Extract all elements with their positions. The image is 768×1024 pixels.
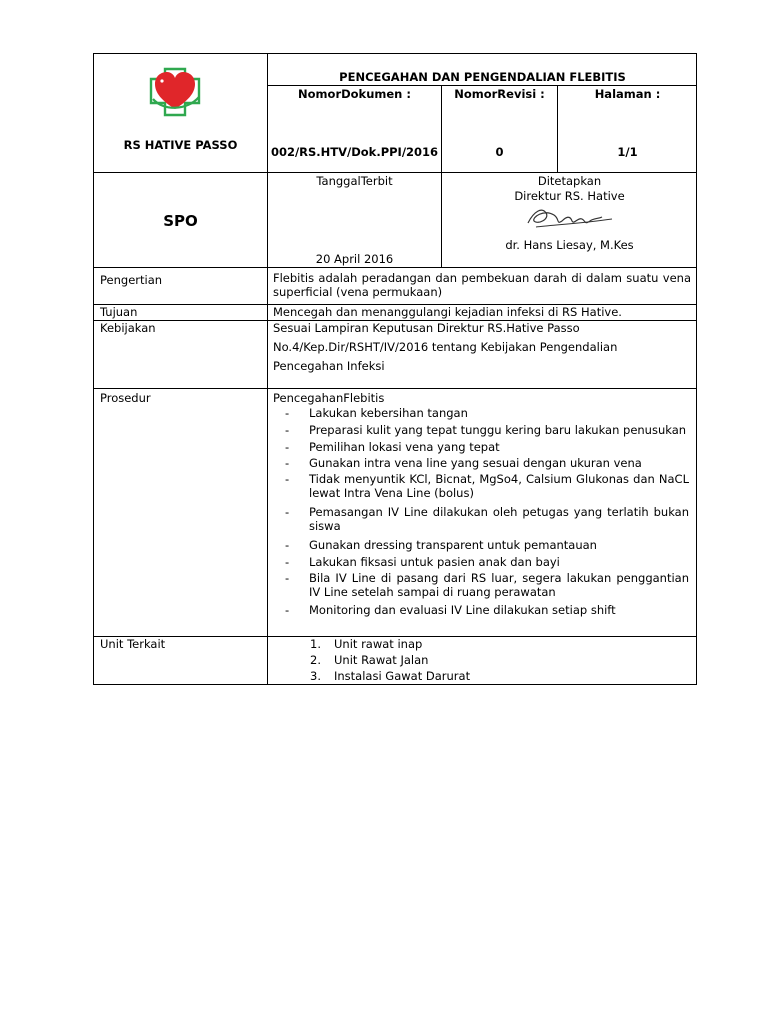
rule xyxy=(267,85,697,86)
bullet: - xyxy=(285,472,290,486)
bullet: - xyxy=(285,456,290,470)
direktur-label: Direktur RS. Hative xyxy=(514,189,625,203)
list-item-text: Gunakan intra vena line yang sesuai dengan ukuran vena xyxy=(309,456,642,470)
bullet: - xyxy=(285,440,290,454)
rule xyxy=(94,388,697,389)
kebijakan-line: Sesuai Lampiran Keputusan Direktur RS.Hative Passo xyxy=(273,321,580,335)
pengertian-label: Pengertian xyxy=(100,273,163,287)
bullet: - xyxy=(285,538,290,552)
bullet: - xyxy=(285,423,290,437)
ditetapkan-label: Ditetapkan xyxy=(537,174,602,188)
spo-document xyxy=(93,53,697,685)
list-item xyxy=(285,538,689,552)
unit-terkait-label: Unit Terkait xyxy=(100,637,166,651)
rule xyxy=(94,172,697,173)
list-item-text: Unit Rawat Jalan xyxy=(334,653,429,667)
document-title: PENCEGAHAN DAN PENGENDALIAN FLEBITIS xyxy=(339,70,626,84)
bullet: - xyxy=(285,555,290,569)
tanggal-terbit-value: 20 April 2016 xyxy=(315,252,394,266)
bullet: - xyxy=(285,571,290,585)
list-item-text: Pemasangan IV Line dilakukan oleh petugas yang terlatih bukan siswa xyxy=(309,505,689,533)
list-item-text: Gunakan dressing transparent untuk pemantauan xyxy=(309,538,597,552)
list-number: 3. xyxy=(310,669,321,683)
nomor-revisi-label: NomorRevisi : xyxy=(454,87,545,101)
list-item xyxy=(310,669,471,683)
list-item-text: Bila IV Line di pasang dari RS luar, segera lakukan penggantian IV Line setelah sampai di ruang perawatan xyxy=(309,571,689,599)
list-item xyxy=(285,571,689,599)
list-item-text: Instalasi Gawat Darurat xyxy=(334,669,471,683)
list-item-text: Lakukan fiksasi untuk pasien anak dan bayi xyxy=(309,555,560,569)
kebijakan-label: Kebijakan xyxy=(100,321,156,335)
nomor-dokumen-value: 002/RS.HTV/Dok.PPI/2016 xyxy=(270,145,439,159)
list-item-text: Monitoring dan evaluasi IV Line dilakukan setiap shift xyxy=(309,603,616,617)
list-item xyxy=(285,472,689,500)
prosedur-heading: PencegahanFlebitis xyxy=(273,391,385,405)
bullet: - xyxy=(285,505,290,519)
rule xyxy=(94,267,697,268)
prosedur-label: Prosedur xyxy=(100,391,151,405)
list-item xyxy=(285,440,689,454)
kebijakan-line: No.4/Kep.Dir/RSHT/IV/2016 tentang Kebijakan Pengendalian xyxy=(273,340,618,354)
nomor-revisi-value: 0 xyxy=(495,145,504,159)
list-number: 1. xyxy=(310,637,321,651)
tanggal-terbit-label: TanggalTerbit xyxy=(316,174,393,188)
list-item xyxy=(285,505,689,533)
list-item xyxy=(285,423,689,437)
spo-label: SPO xyxy=(163,212,198,230)
list-item xyxy=(285,456,689,470)
director-name: dr. Hans Liesay, M.Kes xyxy=(505,238,634,252)
list-item xyxy=(285,603,689,617)
signature-icon xyxy=(524,203,618,231)
list-item xyxy=(285,406,689,420)
kebijakan-line: Pencegahan Infeksi xyxy=(273,359,385,373)
tujuan-text: Mencegah dan menanggulangi kejadian infeksi di RS Hative. xyxy=(273,305,622,319)
list-item-text: Preparasi kulit yang tepat tunggu kering baru lakukan penusukan xyxy=(309,423,687,437)
heart-cross-logo-icon xyxy=(149,67,201,117)
list-number: 2. xyxy=(310,653,321,667)
tujuan-label: Tujuan xyxy=(100,305,138,319)
list-item xyxy=(310,637,423,651)
nomor-dokumen-label: NomorDokumen : xyxy=(298,87,411,101)
list-item xyxy=(310,653,429,667)
list-item-text: Unit rawat inap xyxy=(334,637,423,651)
list-item-text: Tidak menyuntik KCl, Bicnat, MgSo4, Calsium Glukonas dan NaCL lewat Intra Vena Line (bolus) xyxy=(309,472,689,500)
hospital-name: RS HATIVE PASSO xyxy=(123,138,238,152)
list-item-text: Lakukan kebersihan tangan xyxy=(309,406,468,420)
halaman-value: 1/1 xyxy=(617,145,638,159)
pengertian-text: Flebitis adalah peradangan dan pembekuan darah di dalam suatu vena superficial (vena permukaan) xyxy=(273,271,691,299)
bullet: - xyxy=(285,406,290,420)
list-item-text: Pemilihan lokasi vena yang tepat xyxy=(309,440,500,454)
halaman-label: Halaman : xyxy=(594,87,661,101)
bullet: - xyxy=(285,603,290,617)
list-item xyxy=(285,555,689,569)
